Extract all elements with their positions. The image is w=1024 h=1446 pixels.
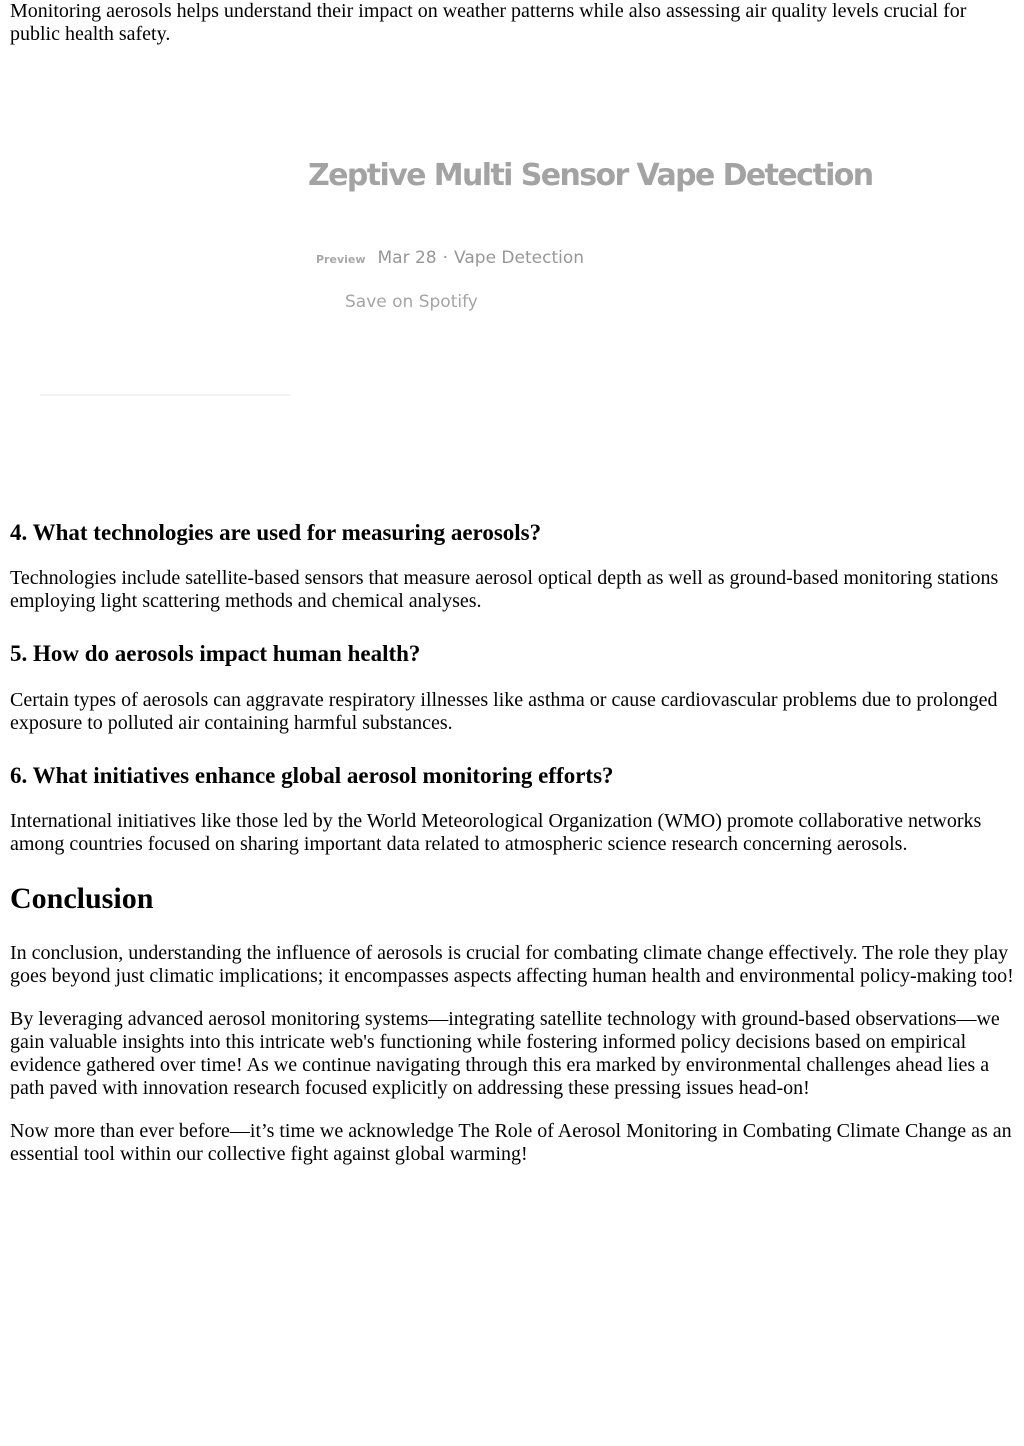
conclusion-paragraph-3: Now more than ever before—it’s time we acknowledge The Role of Aerosol Monitoring in Combating Climate Change as an essential tool within our collective fight against global warming! xyxy=(10,1120,1012,1165)
conclusion-paragraph-2: By leveraging advanced aerosol monitoring systems—integrating satellite technology with ground-based observations—we gain valuable insights into this intricate web's functioning while fostering informed policy decisions based on empirical evidence gathered over time! As we continue navigating through this era marked by environmental challenges ahead lies a path paved with innovation research focused explicitly on addressing these pressing issues head-on! xyxy=(10,1008,1000,1099)
save-on-spotify-button[interactable]: Save on Spotify xyxy=(345,292,478,312)
preview-badge: Preview xyxy=(316,253,366,266)
embed-title[interactable]: Zeptive Multi Sensor Vape Detection xyxy=(308,158,873,193)
faq-answer-4: Technologies include satellite-based sensors that measure aerosol optical depth as well as ground-based monitoring stations employing light scattering methods and chemical analyses. xyxy=(10,567,999,612)
faq-question-6: 6. What initiatives enhance global aerosol monitoring efforts? xyxy=(10,763,614,788)
faq-answer-6: International initiatives like those led by the World Meteorological Organization (WMO) promote collaborative networks among countries focused on sharing important data related to atmospheric science research concerning aerosols. xyxy=(10,810,982,855)
embed-date: Mar 28 xyxy=(377,248,437,268)
embed-meta xyxy=(316,248,584,268)
conclusion-paragraph-1: In conclusion, understanding the influence of aerosols is crucial for combating climate change effectively. The role they play goes beyond just climatic implications; it encompasses aspects affecting human health and environmental policy-making too! xyxy=(10,942,1014,987)
embed-category[interactable]: Vape Detection xyxy=(454,248,585,268)
embed-progress-bar xyxy=(40,394,290,396)
faq-question-5: 5. How do aerosols impact human health? xyxy=(10,641,421,666)
faq-answer-5: Certain types of aerosols can aggravate respiratory illnesses like asthma or cause cardiovascular problems due to prolonged exposure to polluted air containing harmful substances. xyxy=(10,689,998,734)
article-body xyxy=(10,0,1016,1166)
embed-separator: · xyxy=(442,248,449,268)
spotify-embed[interactable] xyxy=(10,46,1016,501)
conclusion-heading: Conclusion xyxy=(10,882,154,915)
faq-question-4: 4. What technologies are used for measuring aerosols? xyxy=(10,520,542,545)
intro-paragraph: Monitoring aerosols helps understand their impact on weather patterns while also assessing air quality levels crucial for public health safety. xyxy=(10,0,967,45)
